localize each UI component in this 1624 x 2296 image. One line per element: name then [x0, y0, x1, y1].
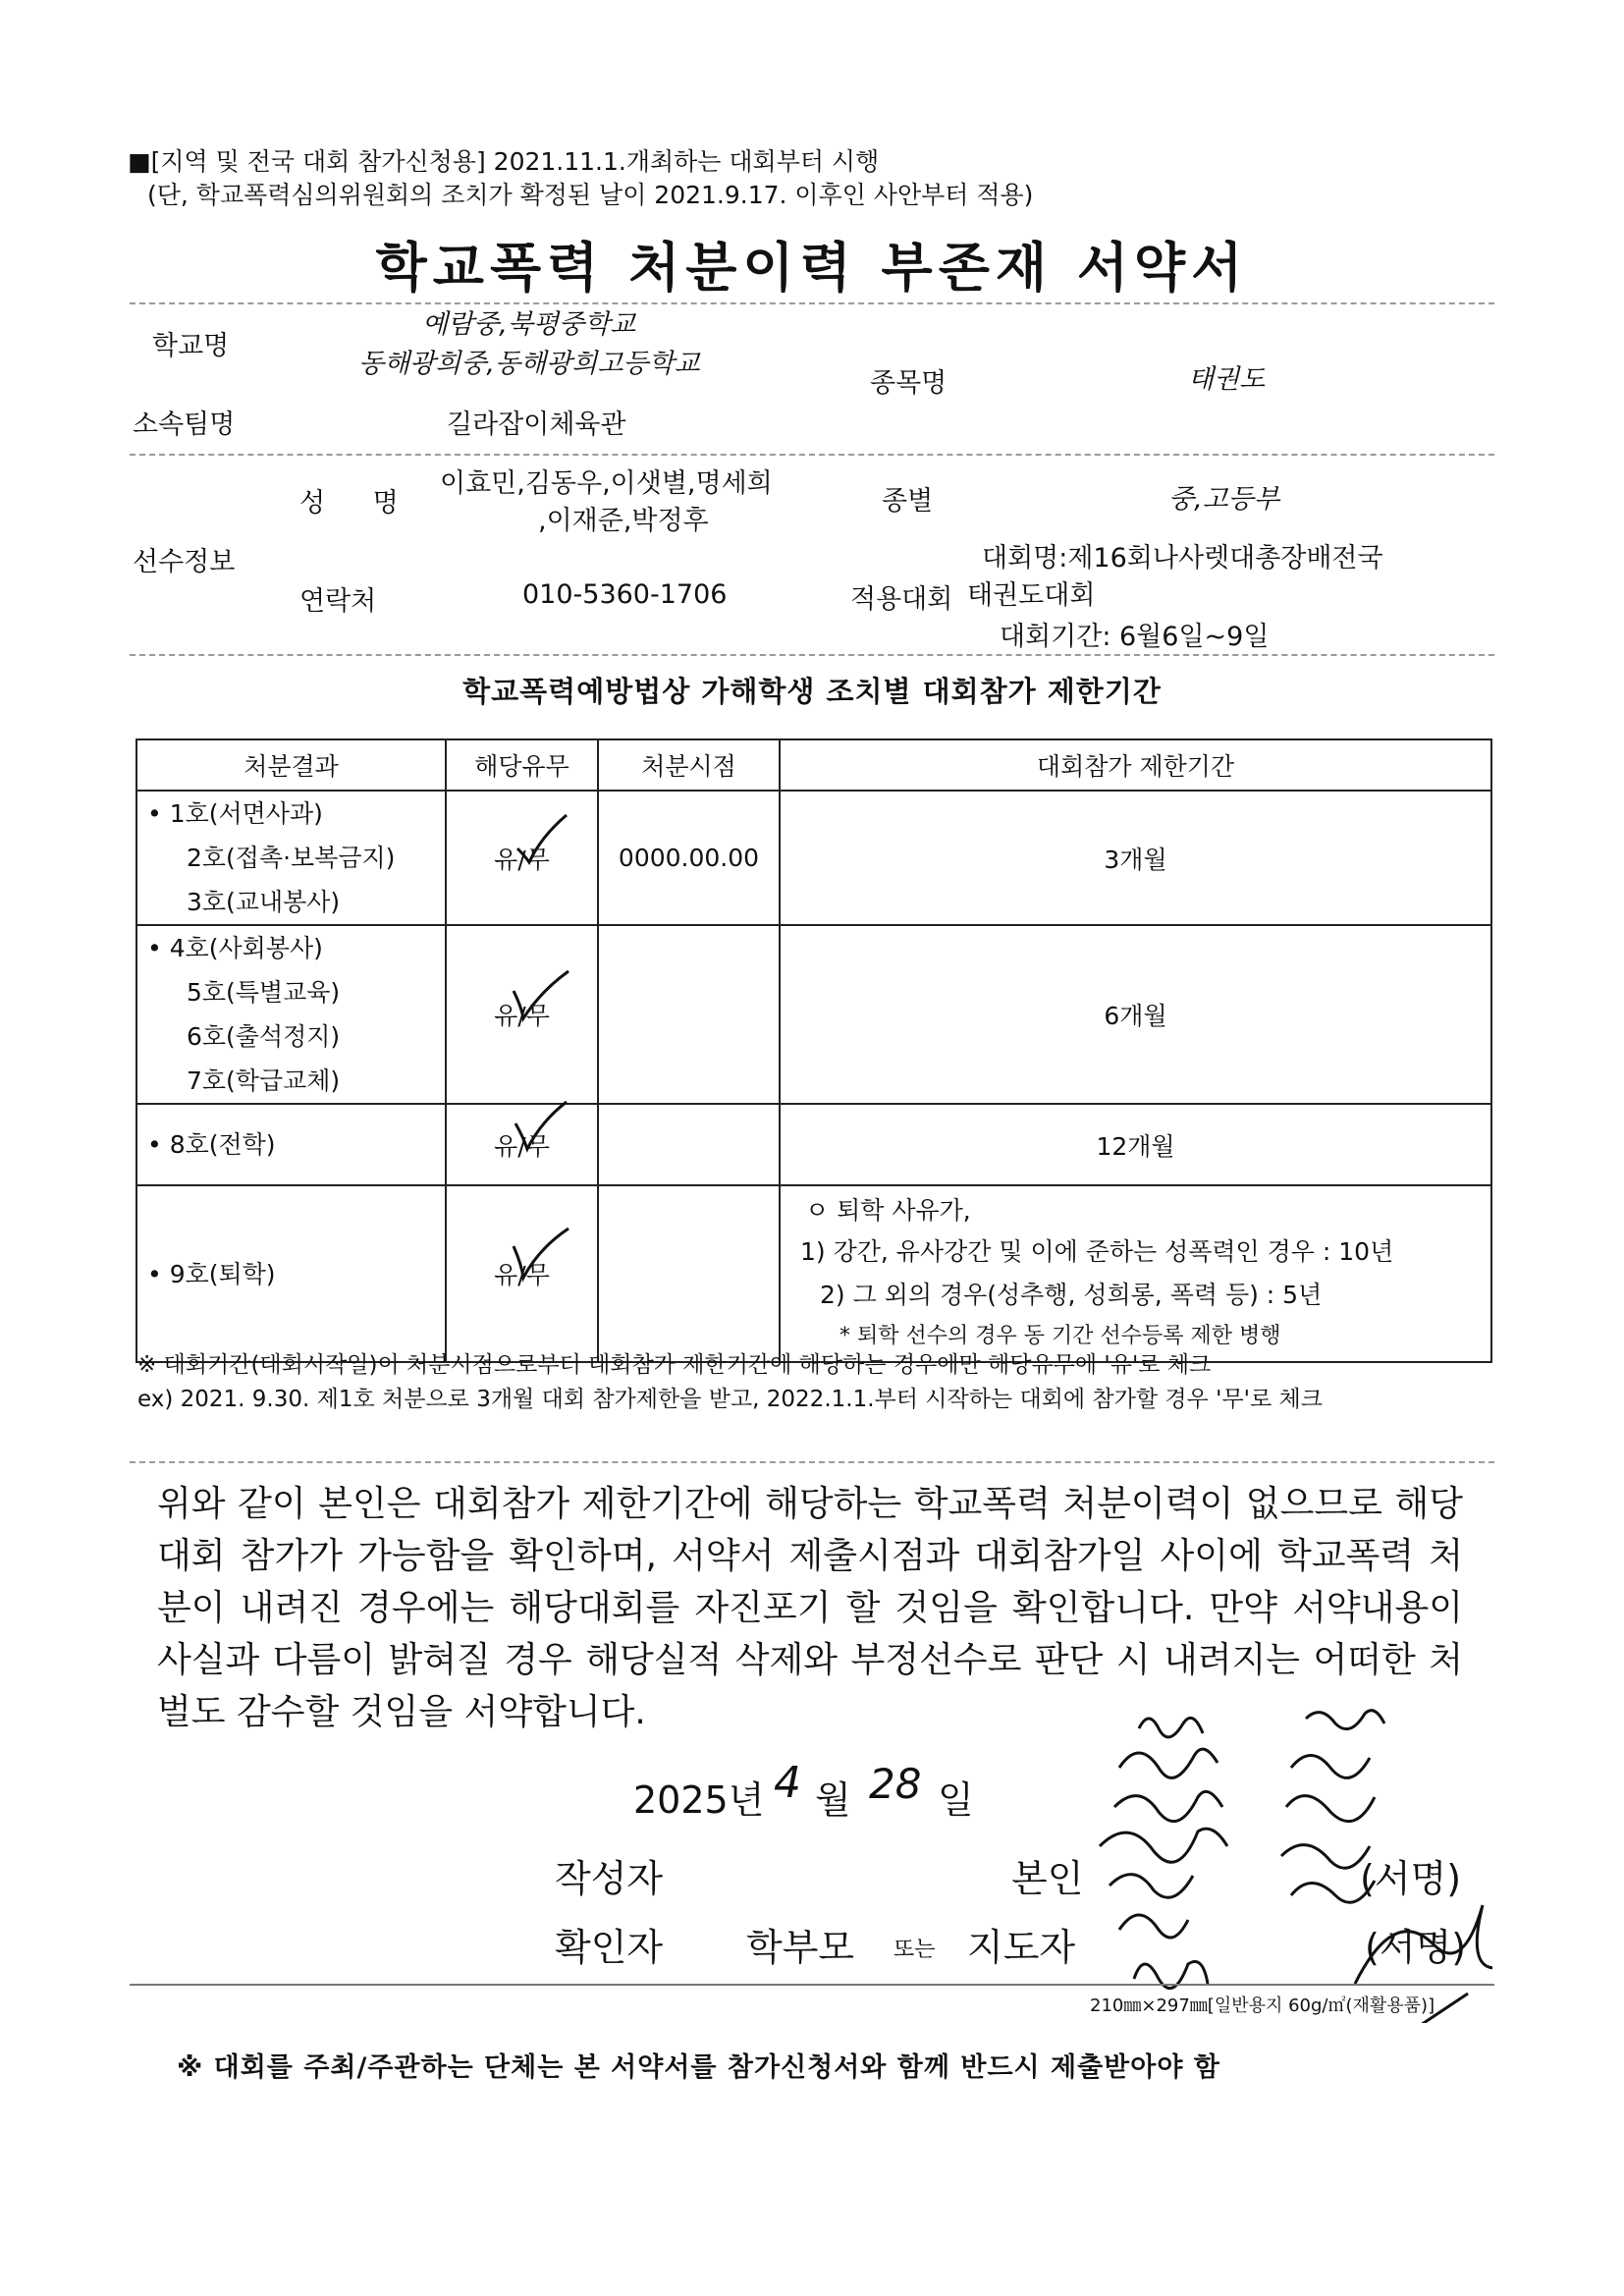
divider [130, 1461, 1494, 1463]
applicable-cell[interactable] [446, 791, 598, 925]
restriction-period-cell: 12개월 [780, 1104, 1491, 1185]
check-icon [512, 1098, 570, 1157]
table-row [136, 791, 1491, 925]
notice-line-1: ■[지역 및 전국 대회 참가신청용] 2021.11.1.개최하는 대회부터 시행 [128, 147, 880, 176]
applicable-cell[interactable] [446, 925, 598, 1104]
restriction-period-cell: 3개월 [780, 791, 1491, 925]
pledge-text: 위와 같이 본인은 대회참가 제한기간에 해당하는 학교폭력 처분이력이 없으므로 해당 대회 참가가 가능함을 확인하며, 서약서 제출시점과 대회참가일 사이에 학교폭력 처분이 내려진 경우에는 해당대회를 자진포기 할 것임을 확인합니다. 만약 서약내용이 사실과 다름이 밝혀질 경우 해당실적 삭제와 부정선수로 판단 시 내려지는 어떠한 처벌도 감수할 것임을 서약합니다. [157, 1484, 1463, 1732]
disposition-item: • 1호(서면사과) [147, 799, 323, 828]
note-check-rule: ※ 대회기간(대회시작일)이 처분시점으로부터 대회참가 제한기간에 해당하는 경우에만 해당유무에 '유'로 체크 [137, 1352, 1212, 1378]
date-month-value[interactable]: 4 [774, 1758, 801, 1808]
header-applicable: 해당유무 [446, 739, 598, 791]
divider [130, 302, 1494, 304]
date-day-label: 일 [938, 1778, 974, 1822]
disposition-item: 7호(학급교체) [187, 1066, 341, 1095]
restriction-period-cell [780, 1185, 1491, 1362]
header-disposition-date: 처분시점 [598, 739, 780, 791]
disposition-date-cell [598, 1104, 780, 1185]
table-header-row [136, 739, 1491, 791]
restriction-rule: 1) 강간, 유사강간 및 이에 준하는 성폭력인 경우 : 10년 [800, 1237, 1394, 1266]
date-day-value[interactable]: 28 [869, 1760, 922, 1808]
contact-label: 연락처 [299, 586, 377, 617]
sport-label: 종목명 [870, 368, 947, 399]
applicable-option: 유/무 [494, 1261, 550, 1289]
name-label: 성 명 [299, 488, 418, 519]
applicable-cell[interactable] [446, 1104, 598, 1185]
date-year: 2025년 [633, 1778, 765, 1822]
applicable-option: 유/무 [494, 845, 550, 874]
divider [130, 654, 1494, 656]
handwritten-signature [1080, 1699, 1492, 2023]
disposition-item: 3호(교내봉사) [187, 888, 341, 916]
sport-value: 태권도 [1188, 364, 1266, 395]
confirmer-label: 확인자 [555, 1926, 664, 1969]
self-sign-tail: (서명) [1360, 1857, 1462, 1900]
self-label: 본인 [1011, 1857, 1084, 1900]
applicable-option: 유/무 [494, 1002, 550, 1030]
coach-sign-tail: (서명) [1365, 1926, 1467, 1969]
parent-label: 학부모 [746, 1926, 855, 1969]
divider [130, 1984, 1494, 1986]
applicable-cell[interactable] [446, 1185, 598, 1362]
applicable-option: 유/무 [494, 1131, 550, 1161]
name-value-line2: ,이재준,박정후 [538, 506, 709, 536]
disposition-item: • 4호(사회봉사) [147, 934, 323, 962]
school-value-line1: 예람중,북평중학교 [422, 309, 636, 340]
disposition-item: 5호(특별교육) [187, 978, 341, 1007]
disposition-item: • 9호(퇴학) [147, 1259, 276, 1288]
table-row [136, 925, 1491, 1104]
check-icon [512, 811, 570, 870]
division-value: 중,고등부 [1168, 484, 1279, 515]
disposition-cell [136, 1104, 446, 1185]
restriction-rule: * 퇴학 선수의 경우 동 기간 선수등록 제한 병행 [839, 1324, 1281, 1348]
competition-name-line2: 태권도대회 [967, 580, 1096, 611]
disposition-item: • 8호(전학) [147, 1130, 276, 1159]
table-row [136, 1185, 1491, 1362]
disposition-date-cell [598, 1185, 780, 1362]
competition-name-line1: 대회명:제16회나사렛대총장배전국 [982, 543, 1383, 574]
paper-spec: 210㎜×297㎜[일반용지 60g/㎡(재활용품)] [1090, 1995, 1435, 2016]
school-value-line2: 동해광희중,동해광희고등학교 [358, 349, 700, 379]
restriction-rule: ㅇ 퇴학 사유가, [805, 1196, 971, 1225]
document-title: 학교폭력 처분이력 부존재 서약서 [375, 237, 1249, 299]
team-value: 길라잡이체육관 [447, 410, 626, 440]
header-restriction-period: 대회참가 제한기간 [780, 739, 1491, 791]
disposition-date-cell: 0000.00.00 [598, 791, 780, 925]
applicable-checkmark[interactable] [494, 1256, 550, 1291]
table-subtitle: 학교폭력예방법상 가해학생 조치별 대회참가 제한기간 [462, 675, 1162, 708]
school-label: 학교명 [152, 331, 230, 361]
or-label: 또는 [893, 1938, 936, 1962]
table-row [136, 1104, 1491, 1185]
disposition-cell [136, 925, 446, 1104]
coach-label: 지도자 [967, 1926, 1076, 1969]
disposition-table [135, 738, 1492, 1363]
disposition-cell [136, 791, 446, 925]
applicable-checkmark[interactable] [494, 997, 550, 1032]
header-disposition: 처분결과 [136, 739, 446, 791]
disposition-item: 6호(출석정지) [187, 1022, 341, 1051]
athlete-info-label: 선수정보 [133, 547, 236, 577]
restriction-period-cell: 6개월 [780, 925, 1491, 1104]
disposition-cell [136, 1185, 446, 1362]
note-example: ex) 2021. 9.30. 제1호 처분으로 3개월 대회 참가제한을 받고, 2022.1.1.부터 시작하는 대회에 참가할 경우 '무'로 체크 [137, 1387, 1323, 1412]
contact-value: 010-5360-1706 [522, 579, 728, 610]
check-icon [512, 1227, 570, 1285]
applicable-checkmark[interactable] [494, 841, 550, 876]
competition-period: 대회기간: 6월6일~9일 [1000, 622, 1270, 652]
applicable-checkmark[interactable] [494, 1127, 550, 1163]
name-value-line1: 이효민,김동우,이샛별,명세희 [440, 468, 773, 499]
notice-line-2: (단, 학교폭력심의위원회의 조치가 확정된 날이 2021.9.17. 이후인 사안부터 적용) [147, 181, 1034, 209]
applied-competition-label: 적용대회 [850, 584, 953, 615]
restriction-rule: 2) 그 외의 경우(성추행, 성희롱, 폭력 등) : 5년 [820, 1281, 1323, 1309]
writer-label: 작성자 [555, 1857, 664, 1900]
date-month-label: 월 [815, 1778, 851, 1822]
divider [130, 454, 1494, 456]
check-icon [512, 967, 570, 1026]
team-label: 소속팀명 [133, 410, 236, 440]
footer-notice: ※ 대회를 주최/주관하는 단체는 본 서약서를 참가신청서와 함께 반드시 제출받아야 함 [177, 2052, 1220, 2083]
disposition-item: 2호(접촉·보복금지) [187, 844, 396, 872]
disposition-date-cell [598, 925, 780, 1104]
division-label: 종별 [882, 486, 934, 517]
